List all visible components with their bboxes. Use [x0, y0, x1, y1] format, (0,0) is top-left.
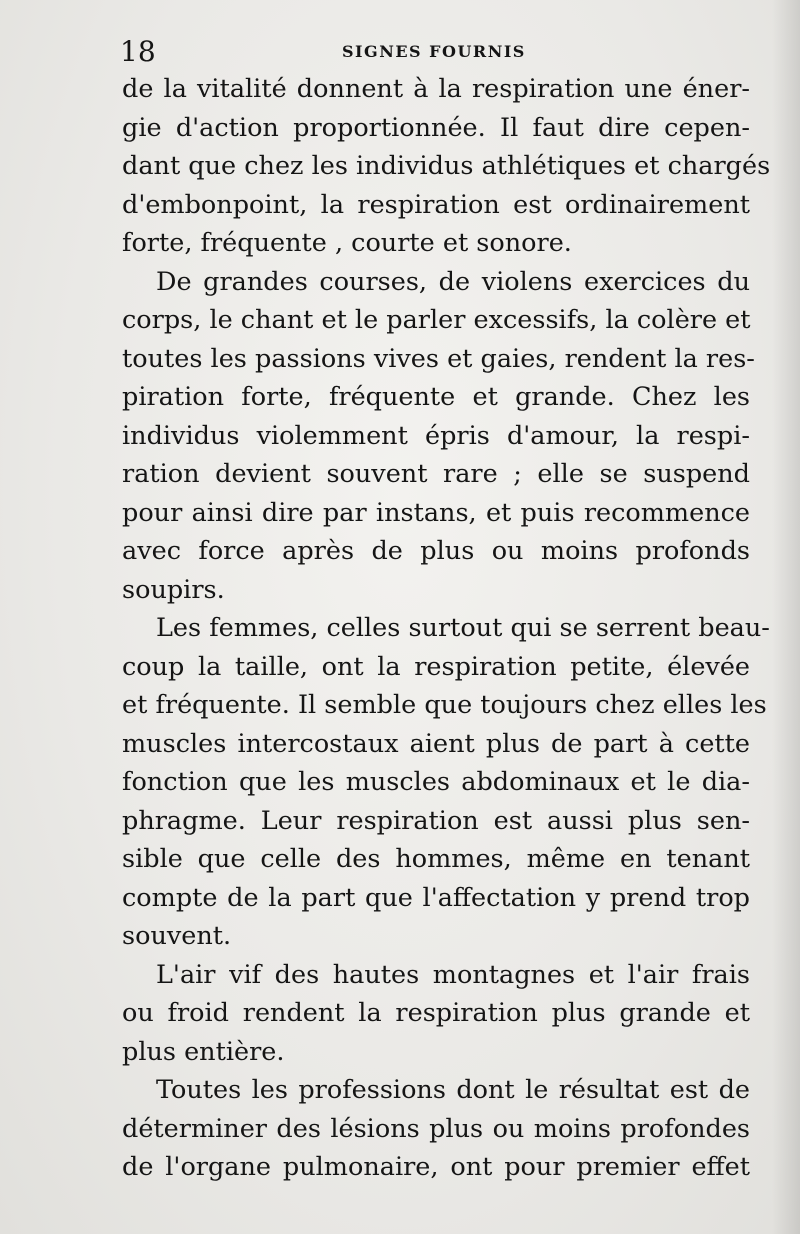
text-line: Les femmes, celles surtout qui se serrent beau-: [156, 613, 770, 643]
paragraph: [122, 609, 770, 956]
text-line: ration devient souvent rare ; elle se suspend: [122, 459, 750, 489]
text-line: phragme. Leur respiration est aussi plus sen-: [122, 805, 750, 836]
text-line: De grandes courses, de violens exercices du: [156, 266, 750, 297]
text-line: dant que chez les individus athlétiques et chargés: [122, 151, 771, 181]
text-line: soupirs.: [122, 574, 225, 605]
text-line: individus violemment épris d'amour, la respi-: [122, 420, 750, 451]
text-line: Toutes les professions dont le résultat est de: [156, 1075, 750, 1105]
text-line: avec force après de plus ou moins profonds: [122, 536, 750, 566]
text-line: toutes les passions vives et gaies, rendent la res-: [122, 343, 755, 374]
text-line: de la vitalité donnent à la respiration une éner-: [122, 74, 750, 104]
text-line: ou froid rendent la respiration plus grande et: [122, 998, 750, 1028]
text-line: L'air vif des hautes montagnes et l'air frais: [156, 959, 750, 990]
page-number: 18: [120, 35, 156, 68]
text-line: déterminer des lésions plus ou moins profondes: [122, 1113, 750, 1144]
body-text: [122, 70, 771, 1187]
text-line: piration forte, fréquente et grande. Chez les: [122, 382, 750, 412]
text-line: coup la taille, ont la respiration petite, élevée: [122, 651, 750, 682]
running-head: SIGNES FOURNIS: [342, 42, 526, 61]
text-line: de l'organe pulmonaire, ont pour premier effet: [122, 1152, 750, 1182]
text-line: pour ainsi dire par instans, et puis recommence: [122, 497, 750, 528]
page-header: [120, 36, 750, 68]
text-line: d'embonpoint, la respiration est ordinairement: [122, 189, 750, 220]
text-line: fonction que les muscles abdominaux et le dia-: [122, 767, 750, 797]
text-line: et fréquente. Il semble que toujours chez elles les: [122, 690, 767, 720]
text-line: gie d'action proportionnée. Il faut dire cepen-: [122, 112, 750, 143]
text-line: forte, fréquente , courte et sonore.: [122, 228, 572, 258]
paragraph: [122, 956, 750, 1072]
text-line: plus entière.: [122, 1036, 285, 1067]
text-line: compte de la part que l'affectation y prend trop: [122, 882, 750, 913]
text-line: muscles intercostaux aient plus de part à cette: [122, 728, 750, 759]
text-line: souvent.: [122, 921, 232, 951]
text-line: sible que celle des hommes, même en tenant: [122, 844, 750, 874]
paragraph: [122, 1071, 750, 1187]
paragraph: [122, 70, 771, 263]
text-line: corps, le chant et le parler excessifs, la colère et: [122, 305, 751, 335]
paragraph: [122, 263, 755, 610]
page-edge-shadow: [772, 0, 800, 1234]
